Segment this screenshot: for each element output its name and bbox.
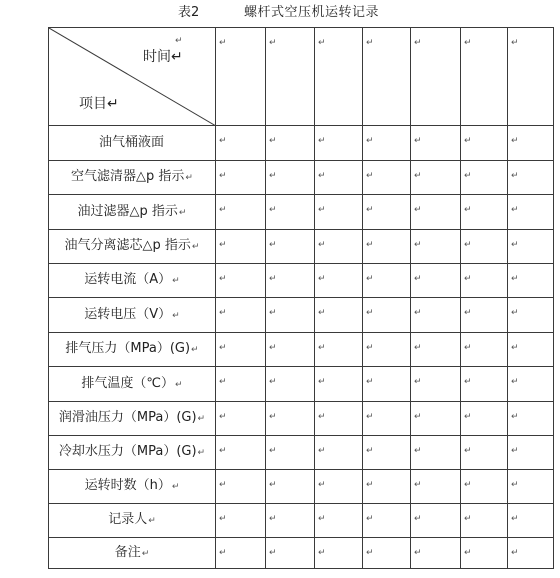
record-cell[interactable]: ↵ xyxy=(216,402,266,436)
record-cell[interactable]: ↵ xyxy=(461,504,508,538)
record-cell[interactable]: ↵ xyxy=(216,195,266,230)
record-cell[interactable]: ↵ xyxy=(266,126,315,161)
record-cell[interactable]: ↵ xyxy=(216,161,266,195)
record-cell[interactable]: ↵ xyxy=(461,126,508,161)
record-cell[interactable]: ↵ xyxy=(508,161,554,195)
record-cell[interactable]: ↵ xyxy=(363,504,411,538)
record-cell[interactable]: ↵ xyxy=(266,538,315,569)
record-cell[interactable]: ↵ xyxy=(461,298,508,333)
record-cell[interactable]: ↵ xyxy=(411,367,461,402)
record-cell[interactable]: ↵ xyxy=(508,402,554,436)
record-cell[interactable]: ↵ xyxy=(266,230,315,264)
record-cell[interactable]: ↵ xyxy=(216,470,266,504)
record-cell[interactable]: ↵ xyxy=(266,195,315,230)
record-cell[interactable]: ↵ xyxy=(411,402,461,436)
row-item-label: 润滑油压力（MPa）(G)↵ xyxy=(49,402,216,436)
table-caption xyxy=(0,4,560,22)
record-cell[interactable]: ↵ xyxy=(315,230,363,264)
record-cell[interactable]: ↵ xyxy=(363,195,411,230)
record-cell[interactable]: ↵ xyxy=(411,195,461,230)
record-cell[interactable]: ↵ xyxy=(461,470,508,504)
time-column-cell[interactable]: ↵ xyxy=(266,28,315,126)
row-item-label: 冷却水压力（MPa）(G)↵ xyxy=(49,436,216,470)
record-cell[interactable]: ↵ xyxy=(508,470,554,504)
table-row xyxy=(49,195,554,230)
diagonal-header-cell xyxy=(49,28,216,126)
record-cell[interactable]: ↵ xyxy=(411,538,461,569)
record-cell[interactable]: ↵ xyxy=(266,367,315,402)
table-row xyxy=(49,504,554,538)
record-cell[interactable]: ↵ xyxy=(508,538,554,569)
record-cell[interactable]: ↵ xyxy=(216,436,266,470)
table-row xyxy=(49,436,554,470)
record-cell[interactable]: ↵ xyxy=(363,538,411,569)
record-cell[interactable]: ↵ xyxy=(363,264,411,298)
record-cell[interactable]: ↵ xyxy=(508,333,554,367)
record-cell[interactable]: ↵ xyxy=(216,333,266,367)
record-cell[interactable]: ↵ xyxy=(508,436,554,470)
table-row xyxy=(49,230,554,264)
record-cell[interactable]: ↵ xyxy=(266,436,315,470)
record-cell[interactable]: ↵ xyxy=(461,333,508,367)
record-cell[interactable]: ↵ xyxy=(216,367,266,402)
record-cell[interactable]: ↵ xyxy=(266,402,315,436)
record-cell[interactable]: ↵ xyxy=(363,161,411,195)
record-cell[interactable]: ↵ xyxy=(363,333,411,367)
record-cell[interactable]: ↵ xyxy=(411,264,461,298)
header-row xyxy=(49,28,554,126)
record-cell[interactable]: ↵ xyxy=(461,161,508,195)
record-cell[interactable]: ↵ xyxy=(508,264,554,298)
record-cell[interactable]: ↵ xyxy=(508,195,554,230)
record-cell[interactable]: ↵ xyxy=(315,538,363,569)
record-cell[interactable]: ↵ xyxy=(363,126,411,161)
table-row xyxy=(49,333,554,367)
record-cell[interactable]: ↵ xyxy=(363,298,411,333)
record-cell[interactable]: ↵ xyxy=(315,333,363,367)
record-cell[interactable]: ↵ xyxy=(363,470,411,504)
table-number: 表2 xyxy=(178,5,200,20)
row-item-label: 记录人↵ xyxy=(49,504,216,538)
record-cell[interactable]: ↵ xyxy=(461,367,508,402)
time-column-cell[interactable]: ↵ xyxy=(216,28,266,126)
record-cell[interactable]: ↵ xyxy=(411,126,461,161)
record-cell[interactable]: ↵ xyxy=(363,436,411,470)
record-cell[interactable]: ↵ xyxy=(411,161,461,195)
record-cell[interactable]: ↵ xyxy=(461,436,508,470)
table-row xyxy=(49,538,554,569)
time-header-label: 时间↵ xyxy=(143,49,183,65)
record-cell[interactable]: ↵ xyxy=(315,436,363,470)
record-cell[interactable]: ↵ xyxy=(266,264,315,298)
row-item-label: 排气压力（MPa）(G)↵ xyxy=(49,333,216,367)
table-row xyxy=(49,470,554,504)
time-column-cell[interactable]: ↵ xyxy=(363,28,411,126)
record-cell[interactable]: ↵ xyxy=(363,367,411,402)
record-cell[interactable]: ↵ xyxy=(315,126,363,161)
row-item-label: 排气温度（℃）↵ xyxy=(49,367,216,402)
record-cell[interactable]: ↵ xyxy=(363,230,411,264)
record-cell[interactable]: ↵ xyxy=(461,538,508,569)
row-item-label: 备注↵ xyxy=(49,538,216,569)
table-row xyxy=(49,161,554,195)
record-cell[interactable]: ↵ xyxy=(411,436,461,470)
record-cell[interactable]: ↵ xyxy=(216,504,266,538)
record-cell[interactable]: ↵ xyxy=(266,470,315,504)
record-cell[interactable]: ↵ xyxy=(216,538,266,569)
table-row xyxy=(49,264,554,298)
row-item-label: 运转时数（h）↵ xyxy=(49,470,216,504)
table-row xyxy=(49,367,554,402)
table-row xyxy=(49,402,554,436)
record-cell[interactable]: ↵ xyxy=(315,367,363,402)
record-cell[interactable]: ↵ xyxy=(508,126,554,161)
record-cell[interactable]: ↵ xyxy=(216,230,266,264)
time-column-cell[interactable]: ↵ xyxy=(315,28,363,126)
record-cell[interactable]: ↵ xyxy=(363,402,411,436)
row-item-label: 运转电流（A）↵ xyxy=(49,264,216,298)
record-cell[interactable]: ↵ xyxy=(411,504,461,538)
record-cell[interactable]: ↵ xyxy=(315,298,363,333)
record-cell[interactable]: ↵ xyxy=(315,161,363,195)
row-item-label: 油过滤器△p 指示↵ xyxy=(49,195,216,230)
row-item-label: 油气桶液面 xyxy=(49,126,216,161)
time-column-cell[interactable]: ↵ xyxy=(508,28,554,126)
diagonal-line xyxy=(49,28,216,126)
record-cell[interactable]: ↵ xyxy=(216,298,266,333)
record-cell[interactable]: ↵ xyxy=(411,230,461,264)
record-cell[interactable]: ↵ xyxy=(315,470,363,504)
record-cell[interactable]: ↵ xyxy=(461,195,508,230)
header-mark: ↵ xyxy=(175,36,183,46)
table-row xyxy=(49,126,554,161)
record-cell[interactable]: ↵ xyxy=(266,161,315,195)
table-title: 螺杆式空压机运转记录 xyxy=(244,5,380,20)
record-cell[interactable]: ↵ xyxy=(508,367,554,402)
operation-record-table xyxy=(48,27,554,569)
record-cell[interactable]: ↵ xyxy=(508,504,554,538)
record-cell[interactable]: ↵ xyxy=(461,402,508,436)
record-cell[interactable]: ↵ xyxy=(266,504,315,538)
item-header-label: 项目↵ xyxy=(79,96,119,112)
record-cell[interactable]: ↵ xyxy=(411,333,461,367)
time-column-cell[interactable]: ↵ xyxy=(411,28,461,126)
record-cell[interactable]: ↵ xyxy=(461,264,508,298)
record-cell[interactable]: ↵ xyxy=(266,298,315,333)
record-cell[interactable]: ↵ xyxy=(508,230,554,264)
row-item-label: 空气滤清器△p 指示↵ xyxy=(49,161,216,195)
record-cell[interactable]: ↵ xyxy=(266,333,315,367)
record-cell[interactable]: ↵ xyxy=(461,230,508,264)
record-cell[interactable]: ↵ xyxy=(216,126,266,161)
table-row xyxy=(49,298,554,333)
record-cell[interactable]: ↵ xyxy=(508,298,554,333)
row-item-label: 运转电压（V）↵ xyxy=(49,298,216,333)
row-item-label: 油气分离滤芯△p 指示↵ xyxy=(49,230,216,264)
record-cell[interactable]: ↵ xyxy=(315,195,363,230)
record-cell[interactable]: ↵ xyxy=(216,264,266,298)
record-cell[interactable]: ↵ xyxy=(411,298,461,333)
record-cell[interactable]: ↵ xyxy=(315,264,363,298)
record-cell[interactable]: ↵ xyxy=(315,402,363,436)
record-cell[interactable]: ↵ xyxy=(411,470,461,504)
record-cell[interactable]: ↵ xyxy=(315,504,363,538)
time-column-cell[interactable]: ↵ xyxy=(461,28,508,126)
